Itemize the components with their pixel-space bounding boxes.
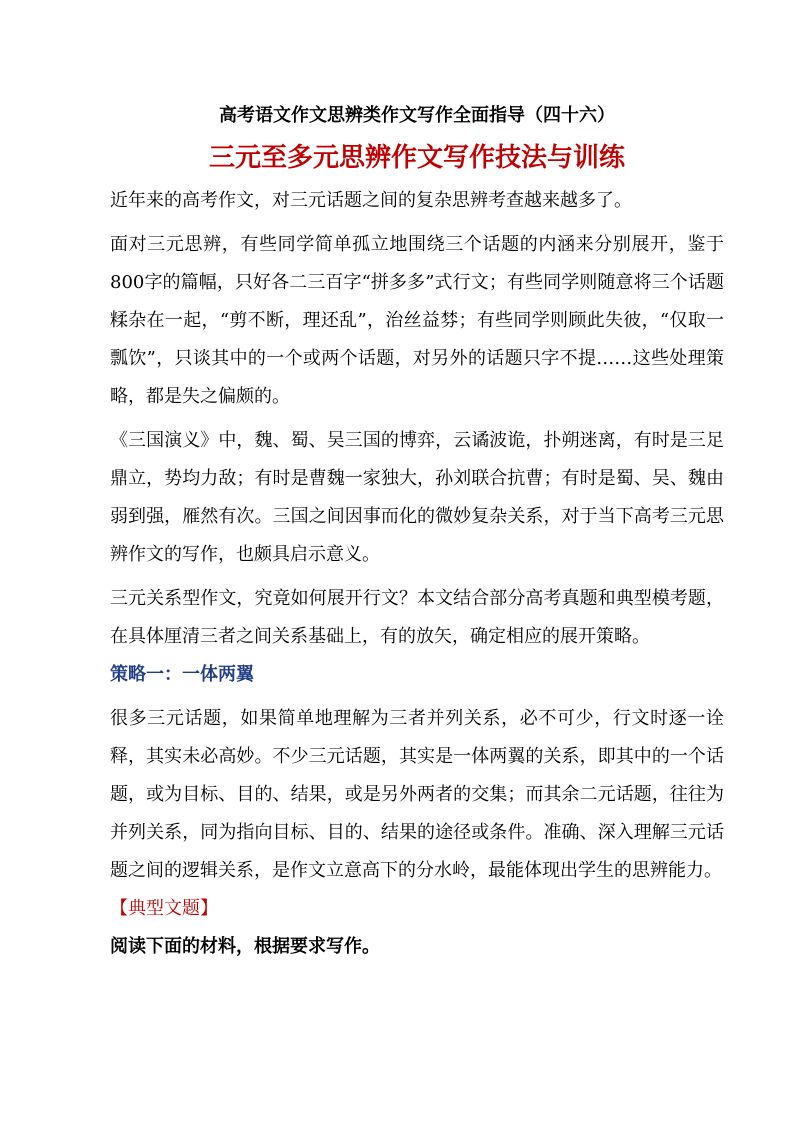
paragraph-problems [110,226,724,416]
paragraph-intro-text: 近年来的高考作文，对三元话题之间的复杂思辨考查越来越多了。 [110,190,632,211]
paragraph-intro [110,182,724,220]
typical-topic-label: 【典型文题】 [110,898,218,919]
paragraph-three-kingdoms-text: 《三国演义》中，魏、蜀、吴三国的博弈，云谲波诡，扑朔迷离，有时是三足鼎立，势均力敌；有时是曹魏一家独大，孙刘联合抗曹；有时是蜀、吴、魏由弱到强，雁然有次。三国之间因事而化的微妙复杂关系，对于当下高考三元思辨作文的写作，也颇具启示意义。 [110,430,724,565]
paragraph-strategy [110,700,724,890]
document-subtitle: 三元至多元思辨作文写作技法与训练 [208,143,625,173]
paragraph-three-kingdoms [110,422,724,574]
document-title: 高考语文作文思辨类作文写作全面指导（四十六） [219,105,615,126]
paragraph-approach [110,580,724,656]
writing-instruction: 阅读下面的材料，根据要求写作。 [110,936,380,957]
paragraph-problems-text: 面对三元思辨，有些同学简单孤立地围绕三个话题的内涵来分别展开，鉴于800字的篇幅，只好各二三百字“拼多多”式行文；有些同学则随意将三个话题糅杂在一起，“剪不断，理还乱”，治丝益棼；有些同学则顾此失彼，“仅取一瓢饮”，只谈其中的一个或两个话题，对另外的话题只字不提……这些处理策略，都是失之偏颇的。 [110,234,724,407]
strategy-heading: 策略一：一体两翼 [110,664,254,685]
paragraph-strategy-text: 很多三元话题，如果简单地理解为三者并列关系，必不可少，行文时逐一诠释，其实未必高妙。不少三元话题，其实是一体两翼的关系，即其中的一个话题，或为目标、目的、结果，或是另外两者的交集；而其余二元话题，往往为并列关系，同为指向目标、目的、结果的途径或条件。准确、深入理解三元话题之间的逻辑关系，是作文立意高下的分水岭，最能体现出学生的思辨能力。 [110,708,724,881]
paragraph-approach-text: 三元关系型作文，究竟如何展开行文？本文结合部分高考真题和典型模考题，在具体厘清三者之间关系基础上，有的放矢，确定相应的展开策略。 [110,588,724,647]
document-page [110,98,724,966]
